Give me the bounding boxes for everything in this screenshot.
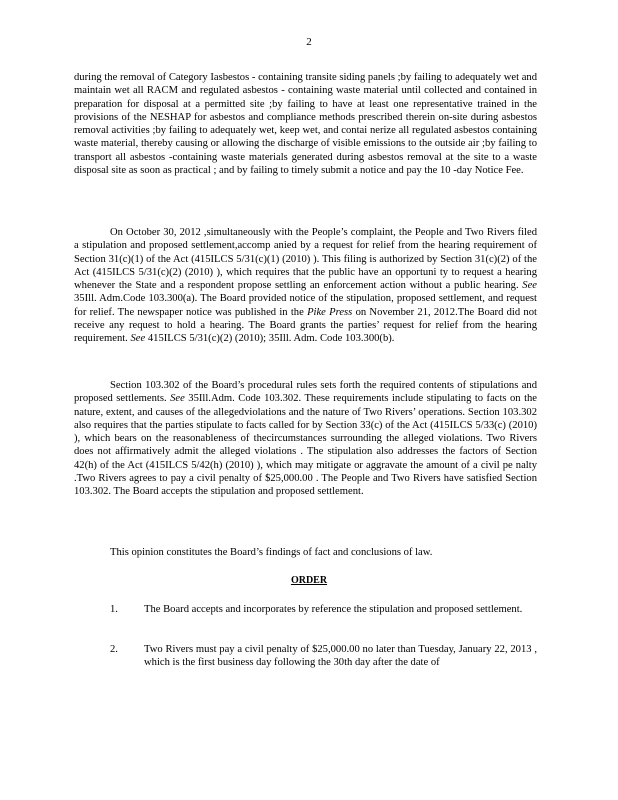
see-citation: See [130,333,146,345]
paragraph-text: on November 21, 2012.The Board did not receive any request to hold a hearing. The Board grants the parties’ request for relief from the hearing requirement. [74,306,537,345]
see-citation: See [522,280,537,292]
newspaper-name: Pike Press [307,306,353,318]
page-number: 2 [306,36,312,48]
order-heading: ORDER [290,575,328,586]
see-citation: See [170,393,185,405]
paragraph-text: On October 30, 2012 ,simultaneously with the People’s complaint, the People and Two Rivers filed a stipulation and proposed settlement,accomp anied by a request for relief from the hearing requirement of Section 31(c)(1) of the Act (415ILCS 5/31(c)(1) (2010) ). This filing is authorized by Section 31(c)(2) of the Act (415ILCS 5/31(c)(2) (2010) ), which requires that the public have an opportuni ty to request a hearing whenever the State and a respondent propose settling an enforcement action without a public hearing. [74,227,537,292]
order-item-number: 2. [110,644,118,655]
paragraph-text: 35Ill. Adm.Code 103.300(a). The Board provided notice of the stipulation, proposed settlement, and request for relief. The newspaper notice was published in the [74,293,537,318]
paragraph-text: Section 103.302 of the Board’s procedural rules sets forth the required contents of stipulations and proposed settlements. [74,380,537,405]
paragraph-text: 35Ill.Adm. Code 103.302. These requirements include stipulating to facts on the nature, extent, and causes of the allegedviolations and the nature of Two Rivers’ operations. Section 103.302 also requires that the parties stipulate to facts called for by Section 33(c) of the Act (415ILCS 5/33(c) (2010) ), which bears on the reasonableness of thecircumstances surrounding the alleged violations. Two Rivers does not affirmatively admit the alleged violations . The stipulation also addresses the factors of Section 42(h) of the Act (415ILCS 5/42(h) (2010) ), which may mitigate or aggravate the amount of a civil pe nalty .Two Rivers agrees to pay a civil penalty of $25,000.00 . The People and Two Rivers have satisfied Section 103.302. The Board accepts the stipulation and proposed settlement. [74,393,538,498]
order-item-text: Two Rivers must pay a civil penalty of $25,000.00 no later than Tuesday, January 22, 2013 , which is the first business day following the 30th day after the date of [144,644,537,669]
paragraph-violations: during the removal of Category Iasbestos - containing transite siding panels ;by failing to adequately wet and maintain wet all RACM and regulated asbestos - containing waste material until collected and contained in preparation for disposal at a permitted site ;by failing to have at least one representative trained in the provisions of the NESHAP for asbestos and compliance methods prescribed therein on-site during asbestos removal activities ;by failing to adequately wet, keep wet, and contai nerize all regulated asbestos containing waste material, thereby causing or allowing the discharge of visible emissions to the outside air ;by failing to transport all asbestos -containing waste materials generated during asbestos removal at the site to a waste disposal site as soon as practical ; and by failing to timely submit a notice and pay the 10 -day Notice Fee. [74,72,537,177]
paragraph-stipulation-filing [74,226,537,346]
paragraph-opinion: This opinion constitutes the Board’s findings of fact and conclusions of law. [110,547,433,558]
paragraph-text: 415ILCS 5/31(c)(2) (2010); 35Ill. Adm. Code 103.300(b). [147,333,395,345]
order-item-text: The Board accepts and incorporates by reference the stipulation and proposed settlement. [144,604,523,615]
paragraph-procedural-rules [74,379,537,499]
order-item-number: 1. [110,604,118,615]
